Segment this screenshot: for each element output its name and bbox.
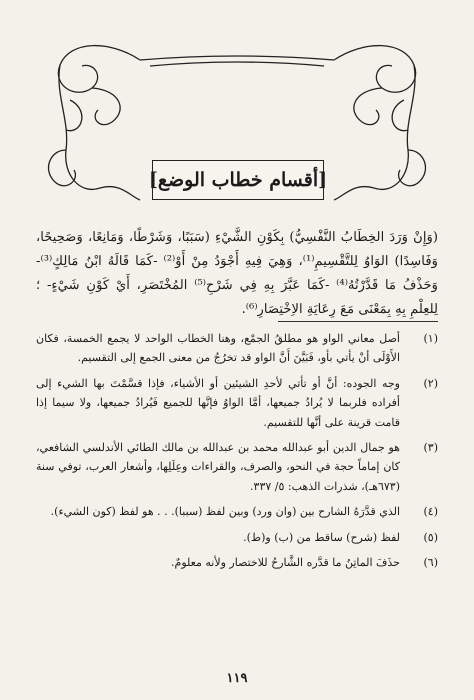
footnote-text: أصل معاني الواو هو مطلقُ الجمْع، وهنا الخطاب الواحد لا يجمع الخمسة، فكان الأَوْلَى أنْ يأتي بأو، فَبَيَّنَ أَنَّ الواو قد تخرُجُ من معنى الجمع إلى التقسيم. — [36, 332, 400, 365]
footnote-number: (٢) — [423, 376, 438, 390]
footnote-text: وجه الجوده: أنَّ أو تأتي لأحدِ الشيئين أو الأشياء، فإذا قسَّمْتَ بها الشيء إلى أفراده فلربما لا يُرادُ جميعها، أمَّا الواوُ فإنَّها للجميع فَيُرادُ جميعها، ولا سيما إذا قامت قرينة على أنَّها للتقسيم. — [36, 376, 400, 429]
footnote-text: لفظ (شرح) ساقط من (ب) و(ط). — [243, 530, 400, 544]
footnote — [36, 528, 438, 547]
footnote-number: (٣) — [423, 441, 438, 455]
footnote — [36, 374, 438, 432]
footnote-divider — [278, 321, 438, 322]
footnote-number: (١) — [423, 332, 438, 345]
footnote — [36, 502, 438, 521]
section-heading: [أقسام خطاب الوضع] — [148, 169, 328, 191]
footnote — [36, 553, 438, 572]
footnotes — [36, 329, 438, 578]
page-number: ١١٩ — [226, 671, 248, 686]
footnote-number: (٤) — [423, 505, 438, 519]
section-heading-box — [148, 160, 328, 200]
footnote-text: حذَفَ الماتِنُ ما قدَّره الشَّارحُ للاختصار ولأنه معلومٌ. — [171, 556, 400, 570]
footnote-number: (٦) — [423, 556, 438, 570]
footnote — [36, 329, 438, 368]
main-paragraph: (وَإِنْ وَرَدَ الخِطَابُ النَّفْسِيُّ) بِكَوْنِ الشَّيْءِ (سَبَبًا، وَشَرْطًا، وَمَانِعًا، وَصَحِيحًا، وَفَاسِدًا) الوَاوُ لِلتَّقْسِيمِ⁽¹⁾، وَهِيَ فِيهِ أَجْوَدُ مِنْ أَوْ⁽²⁾ -كَمَا قَالَهُ ابْنُ مَالِكٍ⁽³⁾- وَحَذْفُ مَا قَدَّرْتُهُ⁽⁴⁾ -كَمَا عَبَّرَ بِهِ فِي شَرْحِ⁽⁵⁾ المُخْتَصَرِ، أَيْ كَوْنِ شَيْءٍ- ؛ لِلعِلْمِ بِهِ بِمَعْنَى مَعَ رِعَايَةِ الاِخْتِصَارِ⁽⁶⁾. — [36, 230, 438, 317]
footnote-text: الذي قدَّرَهُ الشارح بين (وان ورد) وبين لفظ (سببا). . . هو لفظ (كون الشيء). — [50, 505, 400, 519]
footnote-number: (٥) — [423, 530, 438, 544]
footnote-text: هو جمال الدين أبو عبدالله محمد بن عبدالله بن مالك الطائي الأندلسي الشافعي، كان إماماً حجة في النحو، والصرف، والقراءات وعِلَلِها، وأشعار العرب، توفي سنة (٦٧٣هـ)، شذرات الذهب: ٥/ ٣٣٧. — [36, 441, 400, 493]
footnote — [36, 438, 438, 496]
